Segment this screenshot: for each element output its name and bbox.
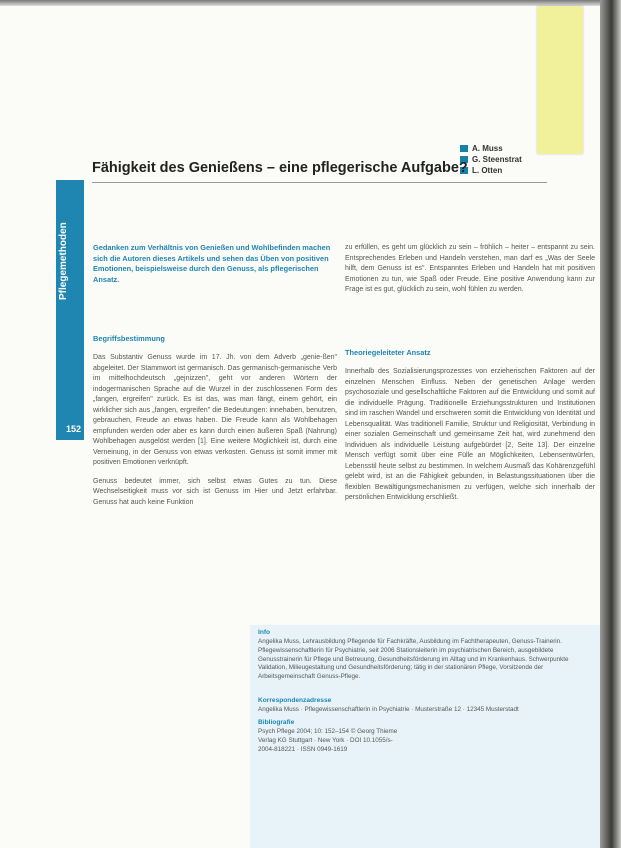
scan-edge xyxy=(0,0,607,6)
bibliography-text: Psych Pflege 2004; 10: 152–154 © Georg Thieme Verlag KG Stuttgart · New York · DOI 10.1055/s-2004-818221 · ISSN 0949-1619 xyxy=(258,728,398,753)
sticky-note xyxy=(537,6,583,154)
contact-address: Angelika Muss · Pflegewissenschaftlerin in Psychiatrie · Musterstraße 12 · 12345 Musterstadt xyxy=(258,706,519,713)
bibliography-heading: Bibliografie xyxy=(258,719,295,726)
author-line: L. Otten xyxy=(460,165,522,176)
page-number: 152 xyxy=(66,424,82,434)
title-divider xyxy=(92,182,547,183)
body-paragraph: Genuss bedeutet immer, sich selbst etwas Gutes zu tun. Diese Wechselseitigkeit muss vor sich ist Genuss im Hier und Jetzt erfahrbar. Genuss hat auch keine Funktion xyxy=(93,477,337,506)
article-intro: Gedanken zum Verhältnis von Genießen und Wohlbefinden machen sich die Autoren dieses Artikels und sehen das Üben von positiven Emotionen, beispielsweise durch den Genuss, als pflegerischen Ansatz. xyxy=(93,243,331,284)
section-label: Pflegemethoden xyxy=(58,222,69,300)
left-column xyxy=(93,353,337,516)
article-title: Fähigkeit des Genießens – eine pflegerische Aufgabe? xyxy=(92,160,468,176)
info-heading: Info xyxy=(258,629,271,636)
page-binding-shadow xyxy=(600,0,621,848)
author-marker-icon xyxy=(460,145,468,152)
contact-heading: Korrespondenzadresse xyxy=(258,697,332,704)
right-column-top: zu erfüllen, es geht um glücklich zu sein – fröhlich – heiter – entspannt zu sein. Entsprechendes Erleben und Handeln verstehen, man darf es „Was der Seele hilft, dem Genuss ist es". Entspanntes Erleben und Handeln hat mit positiven Emotionen zu tun, wie Spaß oder Freude. Eine positive Anwendung kann zur Frage ist es gut, glücklich zu sein, wohl fühlen zu werden. xyxy=(345,244,595,293)
right-column: Innerhalb des Sozialisierungsprozesses von erzieherischen Faktoren auf der einzelnen Menschen Einfluss. Neben der genetischen Anlage werden psychosoziale und gesellschaftliche Faktoren auf die Entwicklung und somit auf die individuelle Prägung. Traditionelle Erziehungsstrukturen und Institutionen sind im raschen Wandel und erschweren somit die Entwicklung von Identität und Lebensqualität. Was traditionell Familie, Struktur und Religiosität, Verbindung in einer sozialen Gemeinschaft und gemeinsame Zeit hat, wird zunehmend den Individuen als individuelle Leistung aufgebürdet [2, Seite 13]. Der einzelne Mensch verfügt somit über eine Fülle an Möglichkeiten, Lebensentwürfen, Lebensstil heute selbst zu bestimmen. In welchem Ausmaß das Kohärenzgefühl gelebt wird, ist an die Fähigkeit gebunden, in Belastungssituationen über die flexiblen Bewältigungsmechanismen zu verfügen, welche sich innerhalb der persönlichen Entwicklung erschließt. xyxy=(345,368,595,501)
section-sidebar xyxy=(56,180,84,440)
section-heading-theorie: Theoriegeleiteter Ansatz xyxy=(345,348,431,357)
section-heading-begriff: Begriffsbestimmung xyxy=(93,334,165,343)
author-list xyxy=(460,143,522,176)
author-line: G. Steenstrat xyxy=(460,154,522,165)
body-paragraph: Das Substantiv Genuss wurde im 17. Jh. von dem Adverb „genie-ßen" abgeleitet. Der Stammwort ist germanisch. Das germanisch-germanische Verb im mittelhochdeutsch „gejnizzen", geht vor anderen Wörtern der indogermanischen Sprache auf die Wurzel in der zuschlossenen Form des „fangen, ergreifen" zurück. Es ist das, was man fängt, einem gehört, ein wirklicher sich aus „fangen, ergreifen" die Bedeutungen: innehaben, benutzen, gebrauchen, Freude an etwas haben. Die Freude kann als Wohlbehagen empfunden werden oder aber es kann durch einen äußeren Spaß (Nahrung) Wohlbehagen ausgelöst werden [1]. Eine weitere Möglichkeit ist, durch eine Verneinung, in der Genuss von etwas verkosten. Genuss ist somit immer mit positiven Emotionen verknüpft. xyxy=(93,354,337,466)
author-line: A. Muss xyxy=(460,143,522,154)
author-bio: Angelika Muss, Lehrausbildung Pflegende für Fachkräfte, Ausbildung im Fachtherapeuten, Genuss-Trainerin. Pflegewissenschaftlerin für Psychiatrie, seit 2006 Stationsleiterin im psychiatrischen Bereich, ausgebildete Genusstrainerin für Pflege und Betreuung, Gesundheitsförderung im Alltag und im Krankenhaus. Schwerpunkte Validation, Milieugestaltung und Gesundheitsförderung; tätig in der stationären Pflege, Vorsitzende der Arbeitsgemeinschaft Genuss-Pflege. xyxy=(258,638,569,681)
